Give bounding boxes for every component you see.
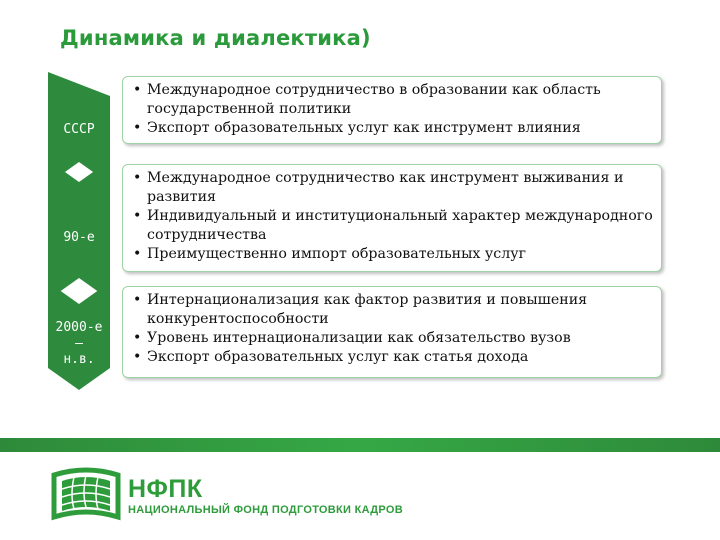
content-box-2000s bbox=[122, 286, 662, 378]
period-chevron-90s bbox=[48, 160, 120, 300]
period-label bbox=[48, 320, 110, 368]
globe-book-icon bbox=[50, 465, 122, 527]
bullet-item: • Экспорт образовательных услуг как инструмент влияния bbox=[131, 119, 653, 138]
content-box-90s bbox=[122, 164, 662, 272]
logo-mark bbox=[50, 465, 122, 531]
bullet-item: • Интернационализация как фактор развития и повышения конкурентоспособности bbox=[131, 291, 653, 329]
bullet-item: • Экспорт образовательных услуг как статья дохода bbox=[131, 348, 653, 367]
content-box-ussr bbox=[122, 76, 662, 144]
period-label: 90-е bbox=[63, 230, 95, 245]
period-label-line2: н.в. bbox=[63, 352, 95, 367]
period-label: СССР bbox=[63, 122, 95, 137]
bullet-item: • Индивидуальный и институциональный характер международного сотрудничества bbox=[131, 207, 653, 245]
period-label-line1: 2000-е – bbox=[55, 320, 103, 351]
bullet-item: • Преимущественно импорт образовательных услуг bbox=[131, 245, 653, 264]
logo-full-name: НАЦИОНАЛЬНЫЙ ФОНД ПОДГОТОВКИ КАДРОВ bbox=[128, 504, 404, 516]
bullet-item: • Международное сотрудничество как инструмент выживания и развития bbox=[131, 169, 653, 207]
slide-title: Динамика и диалектика) bbox=[60, 26, 371, 50]
footer-band bbox=[0, 438, 720, 452]
period-chevron-2000s bbox=[48, 282, 120, 400]
logo-abbreviation: НФПК bbox=[128, 475, 203, 503]
bullet-item: • Уровень интернационализации как обязательство вузов bbox=[131, 329, 653, 348]
bullet-item: • Международное сотрудничество в образовании как область государственной политики bbox=[131, 81, 653, 119]
